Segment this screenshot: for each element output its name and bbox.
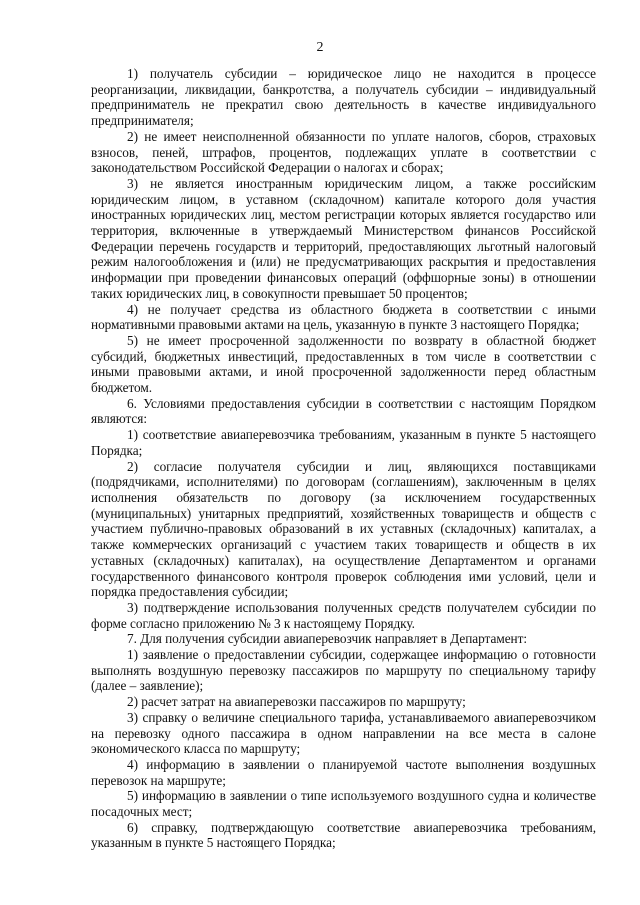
paragraph: 4) информацию в заявлении о планируемой частоте выполнения воздушных перевозок на маршруте; <box>91 756 596 788</box>
paragraph: 3) подтверждение использования полученных средств получателем субсидии по форме согласно приложению № 3 к настоящему Порядку. <box>91 599 596 631</box>
paragraph: 6. Условиями предоставления субсидии в соответствии с настоящим Порядком являются: <box>91 395 596 427</box>
paragraph: 5) не имеет просроченной задолженности по возврату в областной бюджет субсидий, бюджетных инвестиций, предоставленных в том числе в соответствии с иными правовыми актами, и иной просроченной задолженности перед областным бюджетом. <box>91 332 596 396</box>
paragraph: 1) заявление о предоставлении субсидии, содержащее информацию о готовности выполнять воздушную перевозку пассажиров по маршруту по специальному тарифу (далее – заявление); <box>91 647 596 694</box>
paragraph: 7. Для получения субсидии авиаперевозчик направляет в Департамент: <box>127 631 528 647</box>
page-number: 2 <box>316 40 324 55</box>
paragraph: 1) получатель субсидии – юридическое лицо не находится в процессе реорганизации, ликвидации, банкротства, а получатель субсидии – индивидуальный предприниматель не прекратил свою деятельность в качестве индивидуального предпринимателя; <box>91 66 596 129</box>
paragraph: 3) справку о величине специального тарифа, устанавливаемого авиаперевозчиком на перевозку одного пассажира в одном направлении на все места в салоне экономического класса по маршруту; <box>91 709 596 757</box>
paragraph: 3) не является иностранным юридическим лицом, а также российским юридическим лицом, в уставном (складочном) капитале которого доля участия иностранных юридических лиц, местом регистрации которых является государство или территория, включенные в утверждаемый Министерством финансов Российской Федерации перечень государств и территорий, предоставляющих льготный налоговый режим налогообложения и (или) не предусматривающих раскрытия и предоставления информации при проведении финансовых операций (оффшорные зоны) в отношении таких юридических лиц, в совокупности превышает 50 процентов; <box>91 175 596 301</box>
paragraph: 6) справку, подтверждающую соответствие авиаперевозчика требованиям, указанным в пункте 5 настоящего Порядка; <box>91 819 596 851</box>
paragraph: 2) не имеет неисполненной обязанности по уплате налогов, сборов, страховых взносов, пеней, штрафов, процентов, подлежащих уплате в соответствии с законодательством Российской Федерации о налогах и сборах; <box>91 128 596 176</box>
paragraph: 2) расчет затрат на авиаперевозки пассажиров по маршруту; <box>127 694 466 710</box>
document-body <box>91 66 596 851</box>
paragraph: 1) соответствие авиаперевозчика требованиям, указанным в пункте 5 настоящего Порядка; <box>91 427 596 458</box>
paragraph: 4) не получает средства из областного бюджета в соответствии с иными нормативными правовыми актами на цель, указанную в пункте 3 настоящего Порядка; <box>91 301 596 333</box>
paragraph: 2) согласие получателя субсидии и лиц, являющихся поставщиками (подрядчиками, исполнителями) по договорам (соглашениям), заключенным в целях исполнения обязательств по договору (за исключением государственных (муниципальных) унитарных предприятий, хозяйственных товариществ и обществ с участием публично-правовых образований в их уставных (складочных) капиталах, а также коммерческих организаций с участием таких товариществ и обществ в их уставных (складочных) капиталах), на осуществление Департаментом и органами государственного финансового контроля проверок соблюдения ими условий, цели и порядка предоставления субсидии; <box>91 458 596 600</box>
paragraph: 5) информацию в заявлении о типе используемого воздушного судна и количестве посадочных мест; <box>91 788 596 820</box>
